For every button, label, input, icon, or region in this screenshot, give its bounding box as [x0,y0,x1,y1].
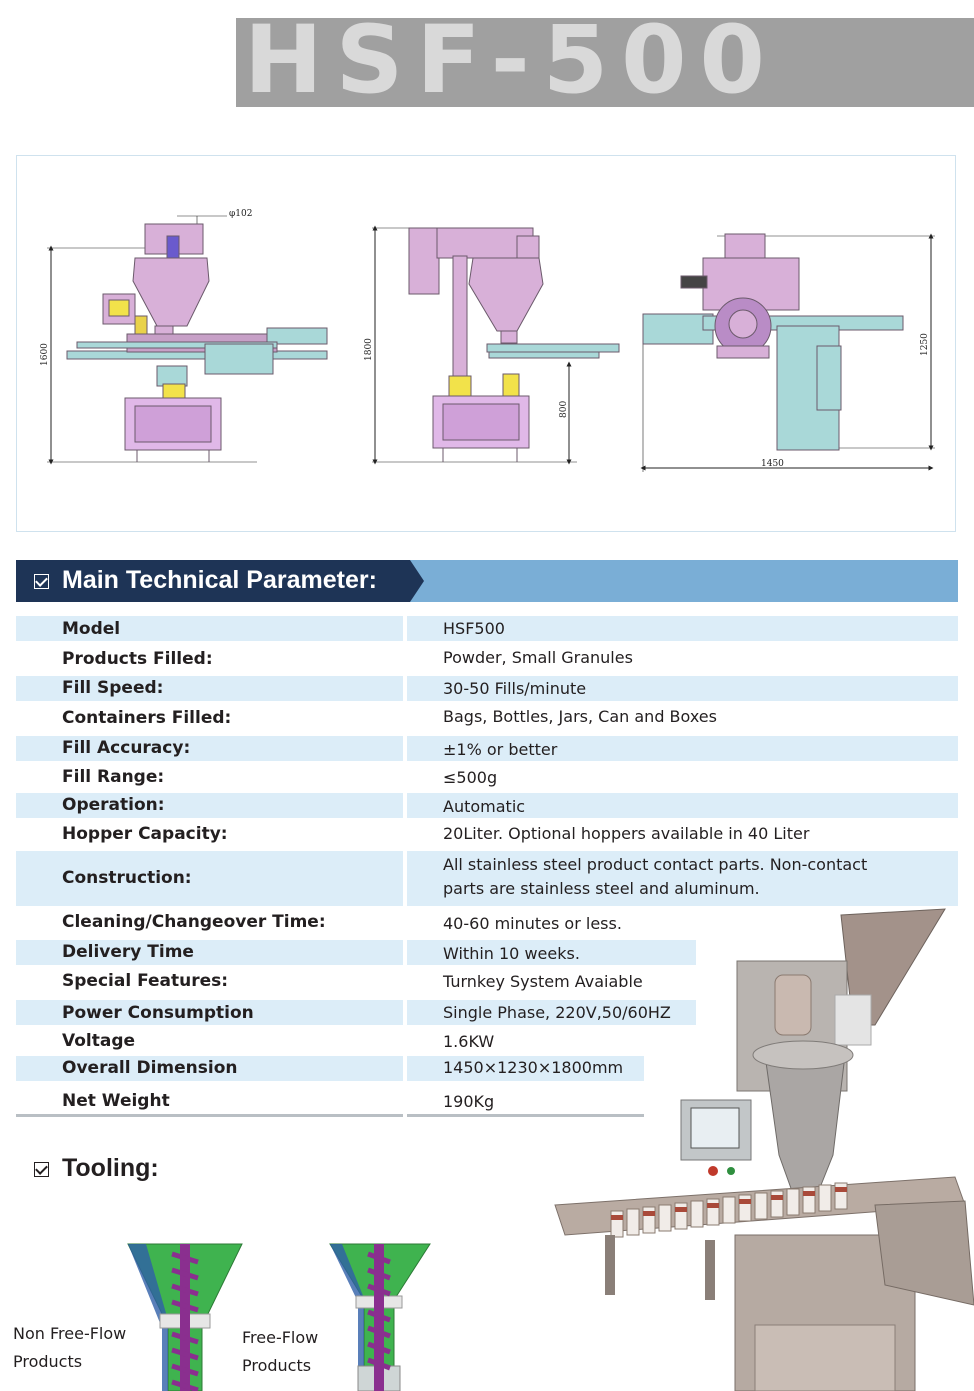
non-free-flow-auger-image [126,1240,244,1391]
checkbox-icon [34,1162,49,1177]
top-depth-label: 1250 [920,333,930,356]
front-view [47,216,327,462]
param-label-accuracy: Fill Accuracy: [62,738,191,758]
param-label-weight: Net Weight [62,1091,170,1111]
free-flow-auger-image [328,1240,432,1391]
side-table-height-label: 800 [559,400,569,418]
technical-drawing-frame [16,155,956,532]
param-label-construction: Construction: [62,868,192,888]
checkbox-icon [34,574,49,589]
param-value-products: Powder, Small Granules [443,648,633,667]
param-label-containers: Containers Filled: [62,708,232,728]
param-value-cleaning: 40-60 minutes or less. [443,914,622,933]
param-label-power: Power Consumption [62,1003,254,1023]
param-label-delivery: Delivery Time [62,942,194,962]
param-label-fill-range: Fill Range: [62,767,165,787]
param-label-cleaning: Cleaning/Changeover Time: [62,912,326,932]
param-value-voltage: 1.6KW [443,1032,495,1051]
param-label-operation: Operation: [62,795,165,815]
front-height-label: 1600 [40,343,50,366]
param-value-model: HSF500 [443,619,505,638]
param-value-power: Single Phase, 220V,50/60HZ [443,1003,671,1022]
param-value-accuracy: ±1% or better [443,740,558,759]
non-free-flow-label-line1: Non Free-Flow [13,1324,127,1343]
front-diameter-label: φ102 [229,209,253,219]
technical-drawing [17,156,957,533]
param-value-operation: Automatic [443,797,526,816]
machine-photo [545,905,974,1391]
param-value-construction-line1: All stainless steel product contact parts. Non-contact [443,855,868,874]
param-value-hopper: 20Liter. Optional hoppers available in 40 Liter [443,824,810,843]
param-value-dimension: 1450×1230×1800mm [443,1058,624,1077]
top-view [643,234,935,472]
top-width-label: 1450 [761,459,784,469]
param-value-fill-speed: 30-50 Fills/minute [443,679,587,698]
side-height-label: 1800 [364,338,374,361]
parameter-header-arrow [410,560,424,602]
param-value-weight: 190Kg [443,1092,495,1111]
parameter-section-title: Main Technical Parameter: [62,566,377,594]
side-view [372,228,619,462]
param-value-delivery: Within 10 weeks. [443,944,580,963]
param-value-fill-range: ≤500g [443,768,498,787]
param-label-hopper: Hopper Capacity: [62,824,228,844]
non-free-flow-label-line2: Products [13,1352,83,1371]
tooling-section-title: Tooling: [62,1154,159,1182]
param-value-construction-line2: parts are stainless steel and aluminum. [443,879,760,898]
param-label-products: Products Filled: [62,649,213,669]
param-label-special: Special Features: [62,971,229,991]
param-label-voltage: Voltage [62,1031,136,1051]
table-end-rule [16,1114,403,1117]
param-value-special: Turnkey System Avaiable [443,972,643,991]
param-label-fill-speed: Fill Speed: [62,678,164,698]
param-label-model: Model [62,619,121,639]
param-label-dimension: Overall Dimension [62,1058,238,1078]
free-flow-label-line1: Free-Flow [242,1328,319,1347]
page-title: HSF-500 [244,6,778,115]
param-value-containers: Bags, Bottles, Jars, Can and Boxes [443,707,717,726]
free-flow-label-line2: Products [242,1356,312,1375]
